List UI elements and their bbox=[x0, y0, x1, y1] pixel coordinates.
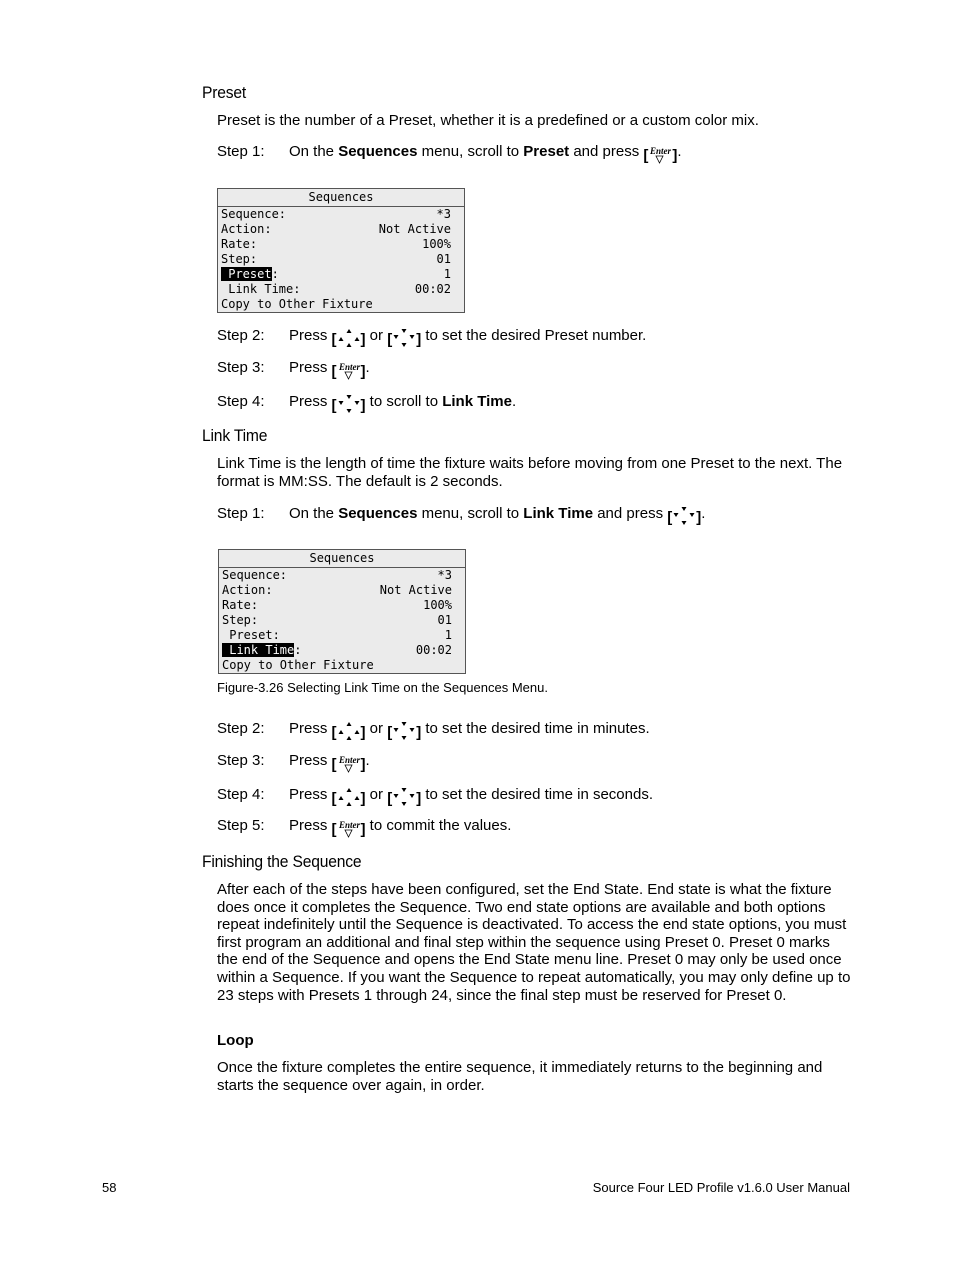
link-time-intro: Link Time is the length of time the fixture waits before moving from one Preset to the next. The format is MM:SS. The default is 2 seconds. bbox=[217, 455, 843, 490]
menu-row-sequence: Sequence: *3 bbox=[222, 568, 452, 582]
menu-row-sequence: Sequence: *3 bbox=[221, 207, 451, 221]
preset-step-4: Step 4: Press [ ] to scroll to Link Time. bbox=[217, 393, 517, 414]
up-key-icon: [ ] bbox=[331, 724, 366, 741]
down-key-icon: [ ] bbox=[387, 724, 422, 741]
preset-intro: Preset is the number of a Preset, whether it is a predefined or a custom color mix. bbox=[217, 112, 759, 129]
menu-row-step: Step: 01 bbox=[221, 252, 451, 266]
menu-row-action: Action: Not Active bbox=[221, 222, 451, 236]
sequences-menu-preset bbox=[217, 188, 465, 313]
figure-caption: Figure-3.26 Selecting Link Time on the Sequences Menu. bbox=[217, 680, 548, 695]
link-time-step-5: Step 5: Press [ Enter ] to commit the values. bbox=[217, 817, 512, 838]
down-key-icon: [ ] bbox=[387, 790, 422, 807]
enter-key-icon: [ Enter ] bbox=[331, 820, 366, 838]
menu-row-copy: Copy to Other Fixture bbox=[221, 297, 373, 311]
link-time-step-4: Step 4: Press [ ] or [ ] to set the desired time in seconds. bbox=[217, 786, 653, 807]
menu-row-copy: Copy to Other Fixture bbox=[222, 658, 374, 672]
down-key-icon: [ ] bbox=[387, 331, 422, 348]
svg-text:Enter: Enter bbox=[338, 755, 360, 765]
loop-heading: Loop bbox=[217, 1032, 254, 1049]
link-time-step-3: Step 3: Press [ Enter ]. bbox=[217, 752, 370, 773]
enter-key-icon: [ Enter ] bbox=[331, 362, 366, 380]
link-time-step-1: Step 1: On the Sequences menu, scroll to Link Time and press [ ]. bbox=[217, 505, 706, 526]
menu-title: Sequences bbox=[218, 189, 464, 207]
menu-row-step: Step: 01 bbox=[222, 613, 452, 627]
manual-title: Source Four LED Profile v1.6.0 User Manual bbox=[592, 1180, 850, 1195]
link-time-step-2: Step 2: Press [ ] or [ ] to set the desired time in minutes. bbox=[217, 720, 650, 741]
sequences-menu-link-time bbox=[218, 549, 466, 674]
svg-text:Enter: Enter bbox=[650, 146, 672, 156]
preset-step-3: Step 3: Press [ Enter ]. bbox=[217, 359, 370, 380]
finishing-body: After each of the steps have been configured, set the End State. End state is what the fixture does once it completes the Sequence. Two end state options are available and both options repeat indefinitely until the Sequence is deactivated. To access the end state options, you must first program an additional and final step within the sequence using Preset 0. Preset 0 marks the end of the Sequence and opens the End State menu line. Preset 0 may only be used once within a Sequence. If you want the Sequence to repeat automatically, you may only define up to 23 steps with Presets 1 through 24, since the final step must be reserved for Preset 0. bbox=[217, 881, 851, 1004]
svg-text:Enter: Enter bbox=[338, 820, 360, 830]
enter-key-icon: [ Enter ] bbox=[331, 755, 366, 773]
menu-row-link-time: Link Time: 00:02 bbox=[221, 282, 451, 296]
up-key-icon: [ ] bbox=[331, 790, 366, 807]
down-key-icon: [ ] bbox=[667, 509, 702, 526]
enter-key-icon: [ Enter ] bbox=[643, 146, 678, 164]
section-heading-preset: Preset bbox=[202, 83, 247, 102]
menu-row-preset: Preset: 1 bbox=[222, 628, 452, 642]
section-heading-link-time: Link Time bbox=[202, 426, 268, 445]
menu-title: Sequences bbox=[219, 550, 465, 568]
section-heading-finishing: Finishing the Sequence bbox=[202, 852, 362, 871]
menu-row-action: Action: Not Active bbox=[222, 583, 452, 597]
menu-row-rate: Rate: 100% bbox=[222, 598, 452, 612]
down-key-icon: [ ] bbox=[331, 397, 366, 414]
preset-step-2: Step 2: Press [ ] or [ ] to set the desired Preset number. bbox=[217, 327, 647, 348]
menu-row-preset-selected: Preset: 1 bbox=[221, 267, 451, 281]
menu-row-rate: Rate: 100% bbox=[221, 237, 451, 251]
menu-row-link-time-selected: Link Time: 00:02 bbox=[222, 643, 452, 657]
up-key-icon: [ ] bbox=[331, 331, 366, 348]
page-number: 58 bbox=[102, 1180, 117, 1195]
svg-text:Enter: Enter bbox=[338, 362, 360, 372]
preset-step-1: Step 1: On the Sequences menu, scroll to Preset and press [ Enter ]. bbox=[217, 143, 682, 164]
loop-body: Once the fixture completes the entire sequence, it immediately returns to the beginning and starts the sequence over again, in order. bbox=[217, 1059, 823, 1094]
